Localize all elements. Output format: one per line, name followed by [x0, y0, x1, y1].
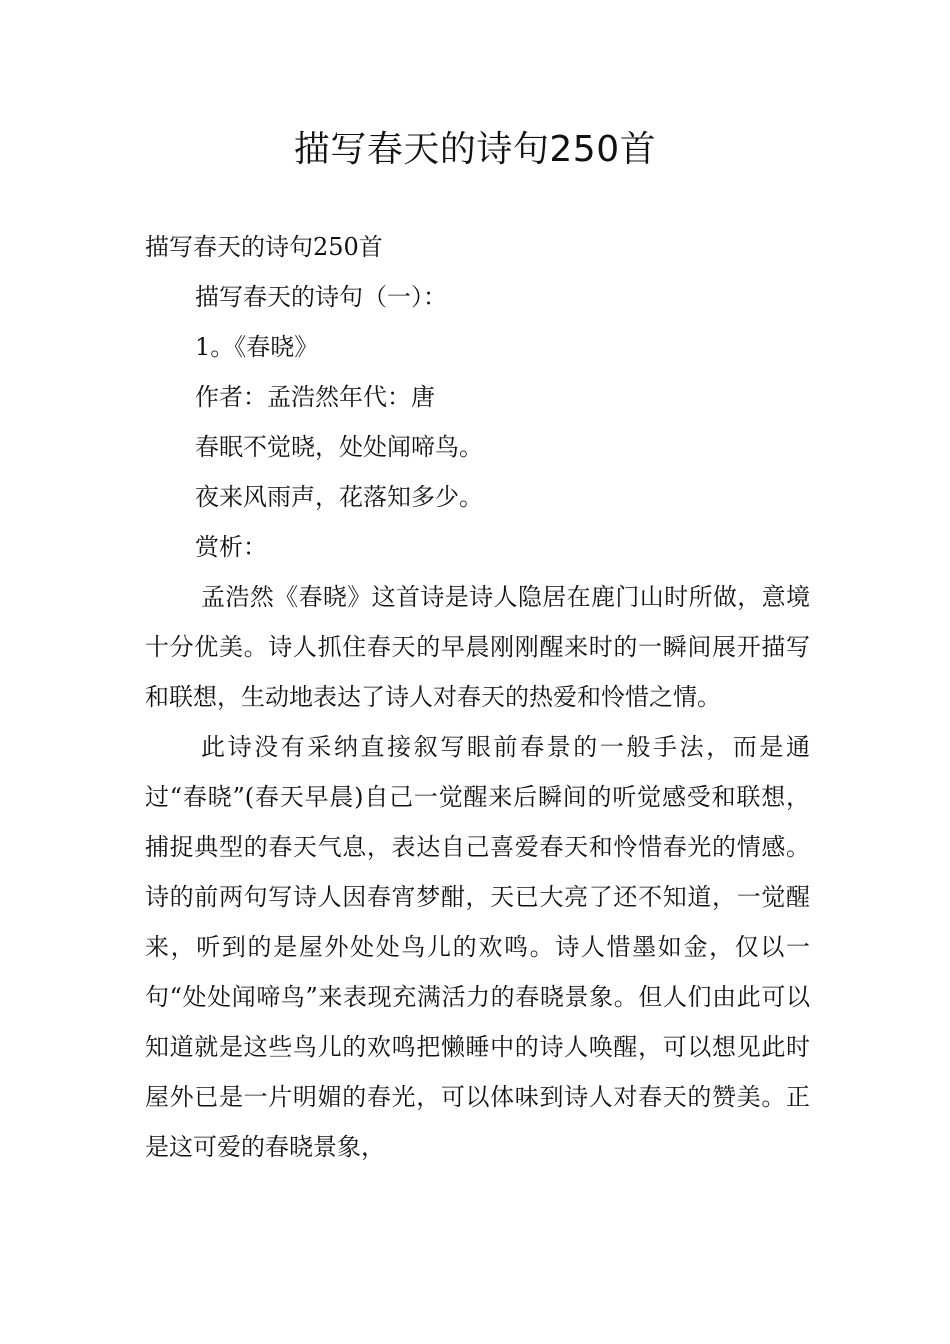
analysis-paragraph-2: 此诗没有采纳直接叙写眼前春景的一般手法，而是通过“春晓”(春天早晨)自己一觉醒来后瞬间的听觉感受和联想，捕捉典型的春天气息，表达自己喜爱春天和怜惜春光的情感。诗的前两句写诗人因春宵梦酣，天已大亮了还不知道，一觉醒来，听到的是屋外处处鸟儿的欢鸣。诗人惜墨如金，仅以一句“处处闻啼鸟”来表现充满活力的春晓景象。但人们由此可以知道就是这些鸟儿的欢鸣把懒睡中的诗人唤醒，可以想见此时屋外已是一片明媚的春光，可以体味到诗人对春天的赞美。正是这可爱的春晓景象，	[145, 733, 810, 1161]
subtitle: 描写春天的诗句250首	[145, 233, 383, 261]
section-heading: 描写春天的诗句（一）：	[195, 283, 447, 311]
document-body	[145, 222, 810, 1172]
poem-verse-1: 春眠不觉晓，处处闻啼鸟。	[195, 433, 483, 461]
poem-author-line: 作者：孟浩然年代：唐	[195, 383, 435, 411]
analysis-label: 赏析：	[195, 533, 267, 561]
document-title: 描写春天的诗句250首	[293, 129, 657, 170]
poem-verse-2: 夜来风雨声，花落知多少。	[195, 483, 483, 511]
analysis-paragraph-1: 孟浩然《春晓》这首诗是诗人隐居在鹿门山时所做，意境十分优美。诗人抓住春天的早晨刚刚醒来时的一瞬间展开描写和联想，生动地表达了诗人对春天的热爱和怜惜之情。	[145, 583, 810, 711]
poem-number-title: 1。《春晓》	[195, 333, 319, 361]
